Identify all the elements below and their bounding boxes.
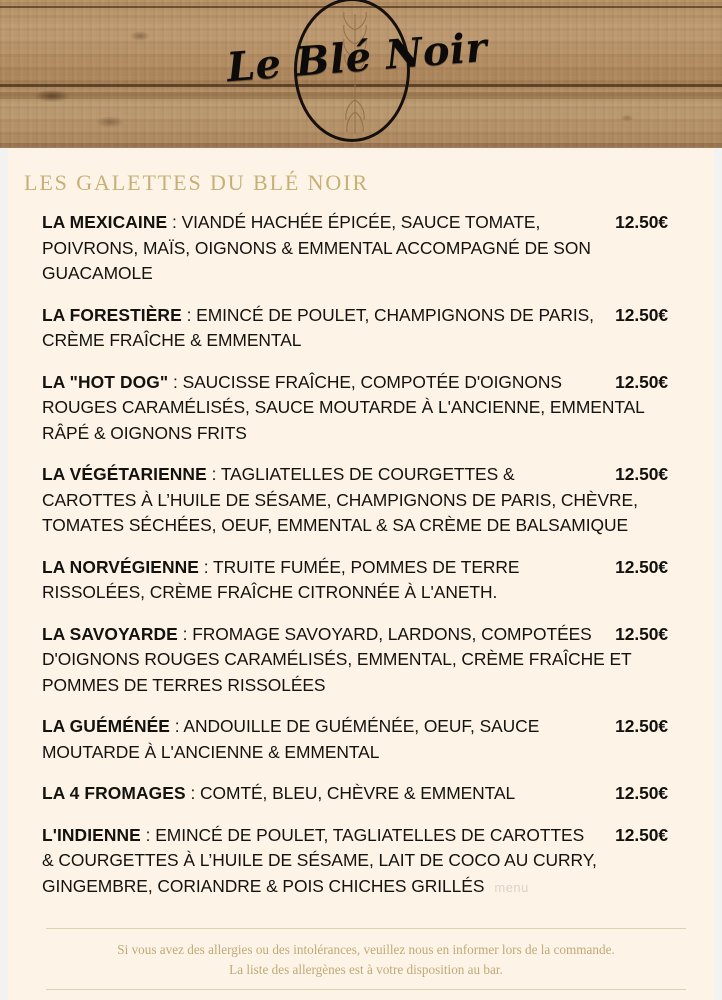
item-separator: : [167,212,182,232]
item-text [42,462,668,539]
item-price: 12.50€ [615,623,668,644]
item-separator: : [170,716,184,736]
menu-item [42,622,668,699]
item-price: 12.50€ [615,212,668,232]
item-text [42,370,668,447]
allergen-notice [46,929,686,989]
item-name: LA SAVOYARDE [42,623,178,644]
item-text [42,714,668,765]
menu-item [42,462,668,539]
menu-item [42,210,668,287]
item-name: LA VÉGÉTARIENNE [42,464,207,484]
menu-item [42,714,668,765]
item-description: EMINCÉ DE POULET, CHAMPIGNONS DE PARIS, CRÈME FRAÎCHE & EMMENTAL [42,304,594,350]
item-description: TAGLIATELLES DE COURGETTES & CAROTTES À L’HUILE DE SÉSAME, CHAMPIGNONS DE PARIS, CHÈVRE, TOMATES SÉCHÉES, OEUF, EMMENTAL & SA CRÈME DE BALSAMIQUE [42,464,638,535]
menu-item [42,370,668,447]
item-name: L'INDIENNE [42,824,141,845]
menu-item [42,303,668,354]
item-price: 12.50€ [615,716,668,736]
item-description: EMINCÉ DE POULET, TAGLIATELLES DE CAROTTES & COURGETTES À L’HUILE DE SÉSAME, LAIT DE COCO AU CURRY, GINGEMBRE, CORIANDRE & POIS CHICHES GRILLÉS [42,824,597,896]
item-name: LA "HOT DOG" [42,371,169,392]
page-title: LES GALETTES DU BLÉ NOIR [24,170,370,195]
menu-item [42,781,668,807]
item-separator: : [206,464,221,484]
item-description: ANDOUILLE DE GUÉMÉNÉE, OEUF, SAUCE MOUTARDE À L'ANCIENNE & EMMENTAL [42,716,540,762]
item-separator: : [181,304,197,325]
wood-banner-header [0,0,722,148]
item-name: LA 4 FROMAGES [42,783,186,803]
allergen-notice-line-1: Si vous avez des allergies ou des intolérances, veuillez nous en informer lors de la commande. [117,942,615,957]
item-name: LA MEXICAINE [42,212,168,232]
item-separator: : [198,556,214,577]
item-text [42,781,668,807]
restaurant-logo [225,0,489,148]
item-price: 12.50€ [615,783,668,803]
item-price: 12.50€ [615,371,668,392]
item-name: LA GUÉMÉNÉE [42,716,170,736]
footer-rule-bottom [46,989,686,990]
allergen-notice-line-2: La liste des allergènes est à votre disposition au bar. [229,962,503,977]
item-separator: : [168,371,183,392]
item-price: 12.50€ [615,556,668,577]
menu-item [42,823,668,901]
galettes-list [8,210,714,916]
item-name: LA FORESTIÈRE [42,304,182,325]
item-description: SAUCISSE FRAÎCHE, COMPOTÉE D'OIGNONS ROUGES CARAMÉLISÉS, SAUCE MOUTARDE À L'ANCIENNE, EMMENTAL RÂPÉ & OIGNONS FRITS [42,371,645,443]
allergen-footer [46,928,686,990]
menu-item [42,555,668,606]
item-text [42,210,668,287]
item-text [42,823,668,901]
item-price: 12.50€ [615,304,668,325]
item-separator: : [177,623,193,644]
item-price: 12.50€ [615,824,668,845]
item-description: FROMAGE SAVOYARD, LARDONS, COMPOTÉES D'OIGNONS ROUGES CARAMÉLISÉS, EMMENTAL, CRÈME FRAÎCHE ET POMMES DE TERRES RISSOLÉES [42,623,632,695]
item-separator: : [140,824,156,845]
item-text [42,622,668,699]
logo-wordmark: Le Blé Noir [225,23,489,92]
item-price: 12.50€ [615,464,668,484]
item-separator: : [185,783,201,803]
item-description: VIANDÉ HACHÉE ÉPICÉE, SAUCE TOMATE, POIVRONS, MAÏS, OIGNONS & EMMENTAL ACCOMPAGNÉ DE SON GUACAMOLE [42,212,591,283]
watermark-artifact: menu [494,879,529,895]
item-description: TRUITE FUMÉE, POMMES DE TERRE RISSOLÉES, CRÈME FRAÎCHE CITRONNÉE À L'ANETH. [42,556,520,602]
item-description: COMTÉ, BLEU, CHÈVRE & EMMENTAL [200,783,516,803]
item-name: LA NORVÉGIENNE [42,556,199,577]
item-text [42,303,668,354]
item-text [42,555,668,606]
menu-sheet [8,148,714,1000]
